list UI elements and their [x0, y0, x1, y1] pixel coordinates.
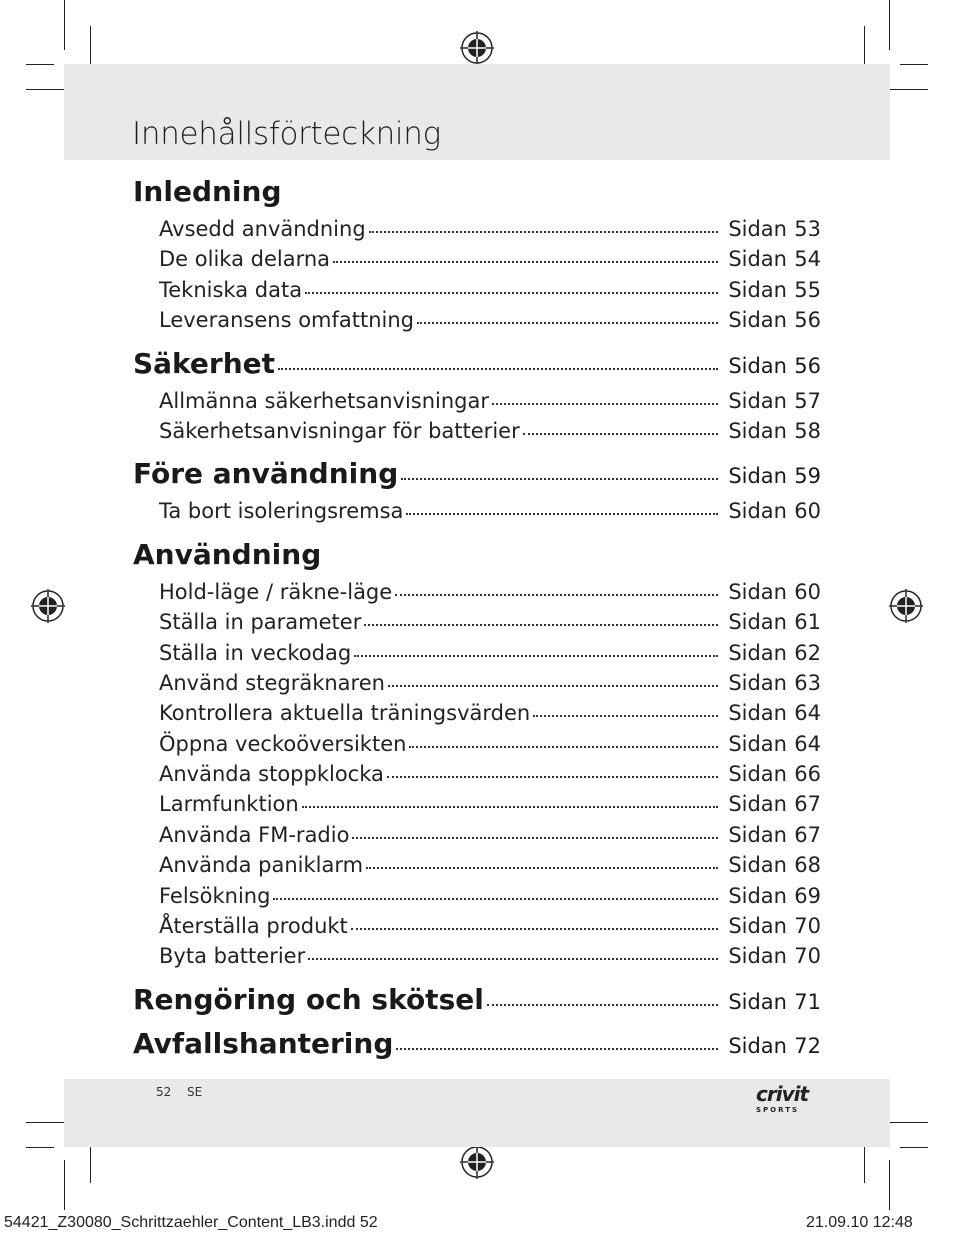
page-number: 52: [156, 1085, 172, 1099]
registration-mark-icon: [31, 589, 65, 623]
page-number-ref: 55: [794, 277, 821, 302]
section-title: Före användning: [133, 457, 399, 491]
page-ref: [721, 911, 821, 941]
entry-label: Leveransens omfattning: [159, 308, 415, 333]
dot-leader: [302, 806, 718, 808]
section-heading[interactable]: [133, 533, 821, 577]
dot-leader: [273, 898, 718, 900]
toc-entry[interactable]: [133, 668, 821, 698]
page-word: Sidan: [728, 217, 787, 241]
dot-leader: [364, 624, 718, 626]
page-number-ref: 58: [794, 418, 821, 443]
dot-leader: [366, 867, 718, 869]
dot-leader: [388, 685, 718, 687]
page-word: Sidan: [728, 944, 787, 969]
section-heading[interactable]: [133, 978, 821, 1022]
language-code: SE: [187, 1085, 203, 1099]
page-number-ref: 71: [794, 989, 821, 1014]
crop-mark: [889, 0, 890, 50]
page-number-ref: 56: [794, 308, 821, 333]
page-word: Sidan: [728, 853, 787, 878]
section-title: Användning: [133, 537, 322, 571]
entry-label: Säkerhetsanvisningar för batterier: [159, 418, 520, 443]
page-number-ref: 68: [794, 853, 821, 878]
page-word: Sidan: [728, 792, 787, 817]
dot-leader: [369, 231, 718, 233]
toc-entry[interactable]: [133, 607, 821, 637]
toc-entry[interactable]: [133, 305, 821, 335]
toc-entry[interactable]: [133, 911, 821, 941]
entry-label: Felsökning: [159, 883, 271, 908]
page-number-ref: 61: [794, 610, 821, 635]
page-ref: [721, 1024, 821, 1068]
dot-leader: [395, 594, 718, 596]
page-number-ref: 66: [794, 762, 821, 787]
page-word: Sidan: [728, 499, 787, 524]
page-word: Sidan: [728, 731, 787, 756]
page-ref: [721, 214, 821, 244]
page-ref: [721, 789, 821, 819]
section-title: Avfallshantering: [133, 1026, 394, 1060]
entry-label: Allmänna säkerhetsanvisningar: [159, 388, 490, 413]
dot-leader: [417, 322, 718, 324]
crop-mark: [90, 1143, 91, 1183]
slug-date: 21.09.10 12:48: [806, 1214, 913, 1231]
page-word: Sidan: [728, 247, 787, 272]
brand-logo: [756, 1082, 826, 1122]
dot-leader: [409, 746, 718, 748]
crop-mark: [26, 64, 54, 65]
section-heading[interactable]: [133, 342, 821, 386]
page-word: Sidan: [728, 701, 787, 726]
page-number-ref: 63: [794, 670, 821, 695]
page-number-ref: 54: [794, 247, 821, 272]
section-title: Säkerhet: [133, 346, 276, 380]
toc-entry[interactable]: [133, 789, 821, 819]
page-number-ref: 64: [794, 701, 821, 726]
page-word: Sidan: [728, 388, 787, 413]
toc-entry[interactable]: [133, 941, 821, 971]
page-word: Sidan: [728, 762, 787, 787]
page-ref: [721, 344, 821, 388]
entry-label: Kontrollera aktuella träningsvärden: [159, 701, 531, 726]
slug-filename: 54421_Z30080_Schrittzaehler_Content_LB3.indd 52: [4, 1214, 378, 1231]
page-ref: [721, 881, 821, 911]
page-ref: [721, 941, 821, 971]
crop-mark: [900, 64, 928, 65]
crop-mark: [889, 1160, 890, 1210]
crop-mark: [900, 1147, 928, 1148]
dot-leader: [387, 776, 718, 778]
entry-label: Avsedd användning: [159, 217, 366, 241]
toc-entry[interactable]: [133, 729, 821, 759]
page-ref: [721, 244, 821, 274]
dot-leader: [523, 433, 718, 435]
page-word: Sidan: [728, 464, 787, 489]
page-word: Sidan: [728, 277, 787, 302]
page-ref: [721, 607, 821, 637]
page-ref: [721, 305, 821, 335]
entry-label: Ställa in veckodag: [159, 640, 352, 665]
page-ref: [721, 980, 821, 1024]
toc-entry[interactable]: [133, 759, 821, 789]
page-number-ref: 59: [794, 464, 821, 489]
toc-entry[interactable]: [133, 820, 821, 850]
entry-label: Byta batterier: [159, 944, 306, 969]
section-title: Rengöring och skötsel: [133, 982, 484, 1016]
entry-label: Använda stoppklocka: [159, 762, 384, 787]
page-number-ref: 53: [794, 217, 821, 241]
toc-entry[interactable]: [133, 850, 821, 880]
entry-label: Larmfunktion: [159, 792, 299, 817]
toc-entry[interactable]: [133, 275, 821, 305]
page-number-ref: 72: [794, 1033, 821, 1058]
page-word: Sidan: [728, 610, 787, 635]
page-ref: [721, 416, 821, 446]
entry-label: Använda paniklarm: [159, 853, 364, 878]
dot-leader: [354, 655, 718, 657]
page-word: Sidan: [728, 353, 787, 378]
entry-label: Återställa produkt: [159, 914, 348, 939]
page-ref: [721, 386, 821, 416]
page-number-ref: 60: [794, 579, 821, 604]
brand-sub: SPORTS: [756, 1106, 800, 1114]
page-number-ref: 67: [794, 822, 821, 847]
page-number-ref: 64: [794, 731, 821, 756]
entry-label: Använda FM-radio: [159, 822, 350, 847]
page-title: Innehållsförteckning: [132, 116, 441, 152]
dot-leader: [487, 1004, 718, 1006]
entry-label: De olika delarna: [159, 247, 331, 272]
registration-mark-icon: [460, 31, 494, 65]
crop-mark: [26, 1147, 54, 1148]
dot-leader: [492, 403, 718, 405]
dot-leader: [401, 478, 718, 480]
page-word: Sidan: [728, 670, 787, 695]
dot-leader: [406, 513, 718, 515]
page-word: Sidan: [728, 579, 787, 604]
page-word: Sidan: [728, 418, 787, 443]
dot-leader: [351, 928, 718, 930]
page-number-ref: 56: [794, 353, 821, 378]
page-number-ref: 67: [794, 792, 821, 817]
section-heading[interactable]: [133, 170, 821, 214]
page-ref: [721, 454, 821, 498]
dot-leader: [396, 1048, 718, 1050]
page-ref: [721, 275, 821, 305]
page-number-ref: 70: [794, 914, 821, 939]
toc-entry[interactable]: [133, 244, 821, 274]
section-heading[interactable]: [133, 452, 821, 496]
toc-entry[interactable]: [133, 698, 821, 728]
dot-leader: [305, 292, 718, 294]
page-ref: [721, 698, 821, 728]
entry-label: Använd stegräknaren: [159, 670, 385, 695]
dot-leader: [278, 368, 718, 370]
page-word: Sidan: [728, 989, 787, 1014]
page-ref: [721, 759, 821, 789]
page-number-ref: 57: [794, 388, 821, 413]
entry-label: Ställa in parameter: [159, 610, 362, 635]
page-ref: [721, 729, 821, 759]
page-ref: [721, 577, 821, 607]
page-number-ref: 60: [794, 499, 821, 524]
entry-label: Hold-läge / räkne-läge: [159, 579, 393, 604]
registration-mark-icon: [460, 1145, 494, 1179]
table-of-contents: [133, 170, 821, 1066]
toc-entry[interactable]: [133, 496, 821, 526]
registration-mark-icon: [889, 589, 923, 623]
crop-mark: [64, 1160, 65, 1210]
page-ref: [721, 668, 821, 698]
page-number-ref: 70: [794, 944, 821, 969]
page-word: Sidan: [728, 1033, 787, 1058]
dot-leader: [352, 837, 718, 839]
page-word: Sidan: [728, 640, 787, 665]
page-number-ref: 62: [794, 640, 821, 665]
dot-leader: [308, 958, 718, 960]
section-title: Inledning: [133, 175, 282, 208]
page-ref: [721, 850, 821, 880]
page-ref: [721, 496, 821, 526]
dot-leader: [333, 261, 718, 263]
crop-mark: [64, 0, 65, 50]
entry-label: Ta bort isoleringsremsa: [159, 499, 404, 524]
page-ref: [721, 638, 821, 668]
page-ref: [721, 820, 821, 850]
page-number-ref: 69: [794, 883, 821, 908]
entry-label: Tekniska data: [159, 277, 303, 302]
toc-entry[interactable]: [133, 386, 821, 416]
dot-leader: [533, 715, 718, 717]
page-word: Sidan: [728, 308, 787, 333]
toc-entry[interactable]: [133, 416, 821, 446]
crop-mark: [864, 1143, 865, 1183]
toc-entry[interactable]: [133, 577, 821, 607]
page-word: Sidan: [728, 822, 787, 847]
toc-entry[interactable]: [133, 214, 821, 244]
entry-label: Öppna veckoöversikten: [159, 731, 407, 756]
section-heading[interactable]: [133, 1022, 821, 1066]
page-word: Sidan: [728, 914, 787, 939]
brand-name: crivit: [756, 1082, 809, 1106]
page-word: Sidan: [728, 883, 787, 908]
toc-entry[interactable]: [133, 881, 821, 911]
toc-entry[interactable]: [133, 638, 821, 668]
